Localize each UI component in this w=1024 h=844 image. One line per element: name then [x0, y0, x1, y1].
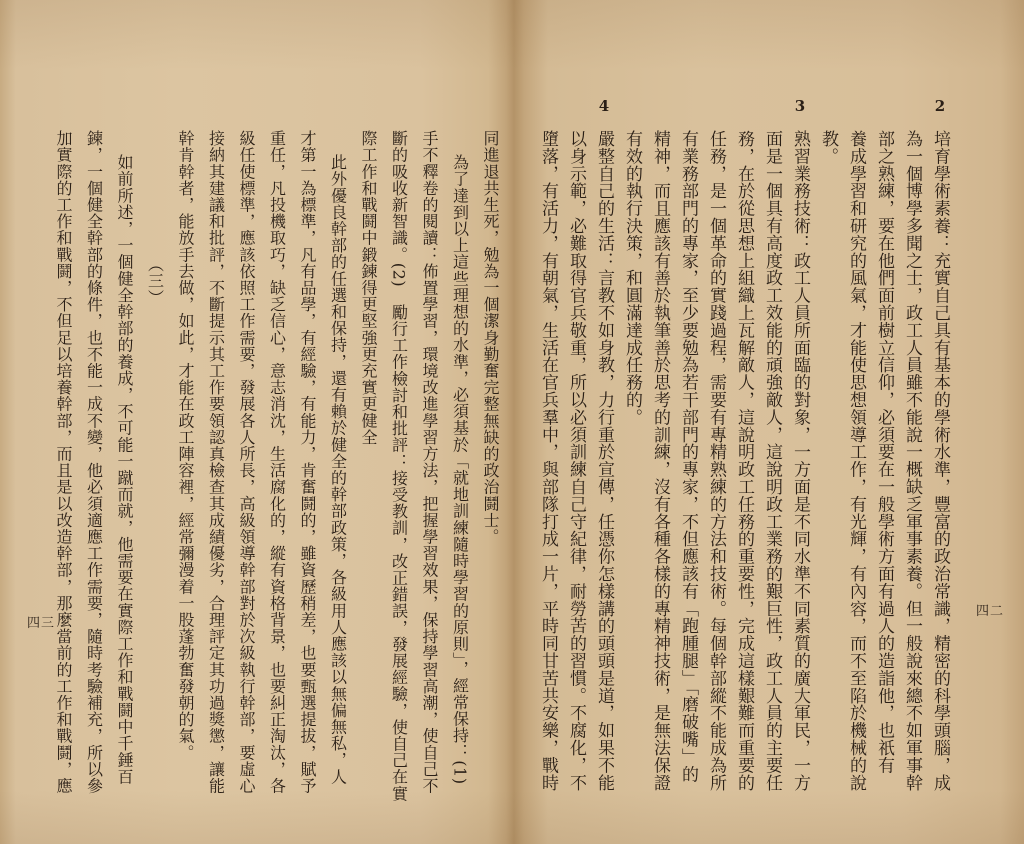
text-column: 為一個博學多聞之士，政工人員雖不能說一概缺乏軍事素養。但一般說來總不如軍事幹: [902, 130, 922, 792]
text-column: 級任使標準，應該依照工作需要，發展各人所長，高級領導幹部對於次級執行幹部，要虛心: [237, 130, 256, 794]
text-column: 務，在於從思想上組織上瓦解敵人，這說明政工任務的重要性，完成這樣艱難而重要的: [734, 130, 754, 792]
right-page-text: [534, 97, 954, 830]
page-number: 四三: [27, 616, 56, 631]
text-column: 養成學習和研究的風氣，才能使思想領導工作，有光輝，有內容，而不至陷於機械的說: [846, 130, 866, 792]
text-column: 鍊，一個健全幹部的條件，也不能一成不變，他必須適應工作需要，隨時考驗補充，所以參: [84, 130, 104, 794]
text-column: 以身示範，必難取得官兵敬重，所以必須訓練自己守紀律，耐勞苦的習慣。不腐化，不: [566, 130, 586, 792]
text-column: [786, 97, 814, 830]
section-heading: （三）: [145, 256, 165, 306]
column-text: 熟習業務技術：政工人員所面臨的對象，一方面是不同水準不同素質的廣大軍民，一方: [790, 130, 810, 792]
text-column: 加實際的工作和戰鬪，不但足以培養幹部，而且是以改造幹部，那麼當前的工作和戰鬪，應: [54, 130, 73, 794]
text-column: 有效的執行決策，和圓滿達成任務的。: [622, 130, 642, 426]
text-column: 同進退共生死，勉為一個潔身勤奮完整無缺的政治鬪士。: [481, 130, 500, 545]
text-column: 接納其建議和批評，不斷提示其工作要領認真檢查其成績優劣，合理評定其功過獎懲，讓能: [206, 130, 226, 794]
text-column: 如前所述，一個健全幹部的養成，不可能一蹴而就，他需要在實際工作和戰鬪中千錘百: [115, 154, 134, 785]
text-column: 此外優良幹部的任選和保持，還有賴於健全的幹部政策，各級用人應該以無偏無私，人: [328, 154, 348, 785]
column-text: 嚴整自己的生活：言教不如身教，力行重於宣傳，任憑你怎樣講的頭頭是道，如果不能: [594, 130, 614, 792]
column-text: 培育學術素養：充實自己具有基本的學術水準，豐富的政治常識，精密的科學頭腦，成: [930, 130, 950, 792]
page-number: 四二: [976, 604, 1005, 619]
item-number: 2: [934, 97, 946, 115]
text-column: 手不釋卷的閱讀：佈置學習，環境改進學習方法，把握學習效果，保持學習高潮，使自己不: [420, 130, 439, 794]
text-column: 有業務部門的專家，至少要勉為若干部門的專家，不但應該有「跑腫腿」「磨破嘴」的: [678, 130, 698, 783]
text-column: 面是一個具有高度政工效能的頑強敵人，這說明政工業務的艱巨性，政工人員的主要任: [762, 130, 782, 792]
text-column: 重任，凡投機取巧，缺乏信心，意志消沈，生活腐化的，縱有資格背景，也要糾正淘汰，各: [267, 130, 287, 794]
text-column: 際工作和戰鬪中鍛鍊得更堅強更充實更健全: [359, 130, 378, 446]
text-column: 墮落，有活力，有朝氣，生活在官兵羣中，與部隊打成一片，平時同甘苦共安樂，戰時: [538, 130, 558, 792]
item-number: 3: [794, 97, 806, 115]
text-column: 部之熟練，要在他們面前樹立信仰，必須要在一般學術方面有過人的造詣他，也祇有: [874, 130, 894, 774]
text-column: 斷的吸收新智識。(2) 勵行工作檢討和批評：接受教訓，改正錯誤，發展經驗，使自己在實: [389, 130, 409, 802]
text-column: 才第一為標準，凡有品學，有經驗，有能力，肯奮鬪的，雖資歷稍差，也要甄選提拔，賦予: [298, 130, 317, 794]
text-column: 任務，是一個革命的實踐過程，需要有專精熟練的方法和技術。每個幹部縱不能成為所: [706, 130, 726, 792]
text-column: [926, 97, 954, 830]
left-page-text: [48, 130, 506, 830]
text-column: 教。: [818, 130, 838, 165]
text-column: [590, 97, 618, 830]
text-column: 精神，而且應該有善於執筆善於思考的訓練，沒有各種各樣的專精神技術，是無法保證: [650, 130, 670, 792]
item-number: 4: [598, 97, 610, 115]
text-column: 為了達到以上這些理想的水準，必須基於「就地訓練隨時學習的原則」，經常保持：(1): [450, 154, 470, 785]
text-column: 幹肯幹者，能放手去做，如此，才能在政工陣容裡，經常彌漫着一股蓬勃奮發朝的氣。: [176, 130, 195, 761]
